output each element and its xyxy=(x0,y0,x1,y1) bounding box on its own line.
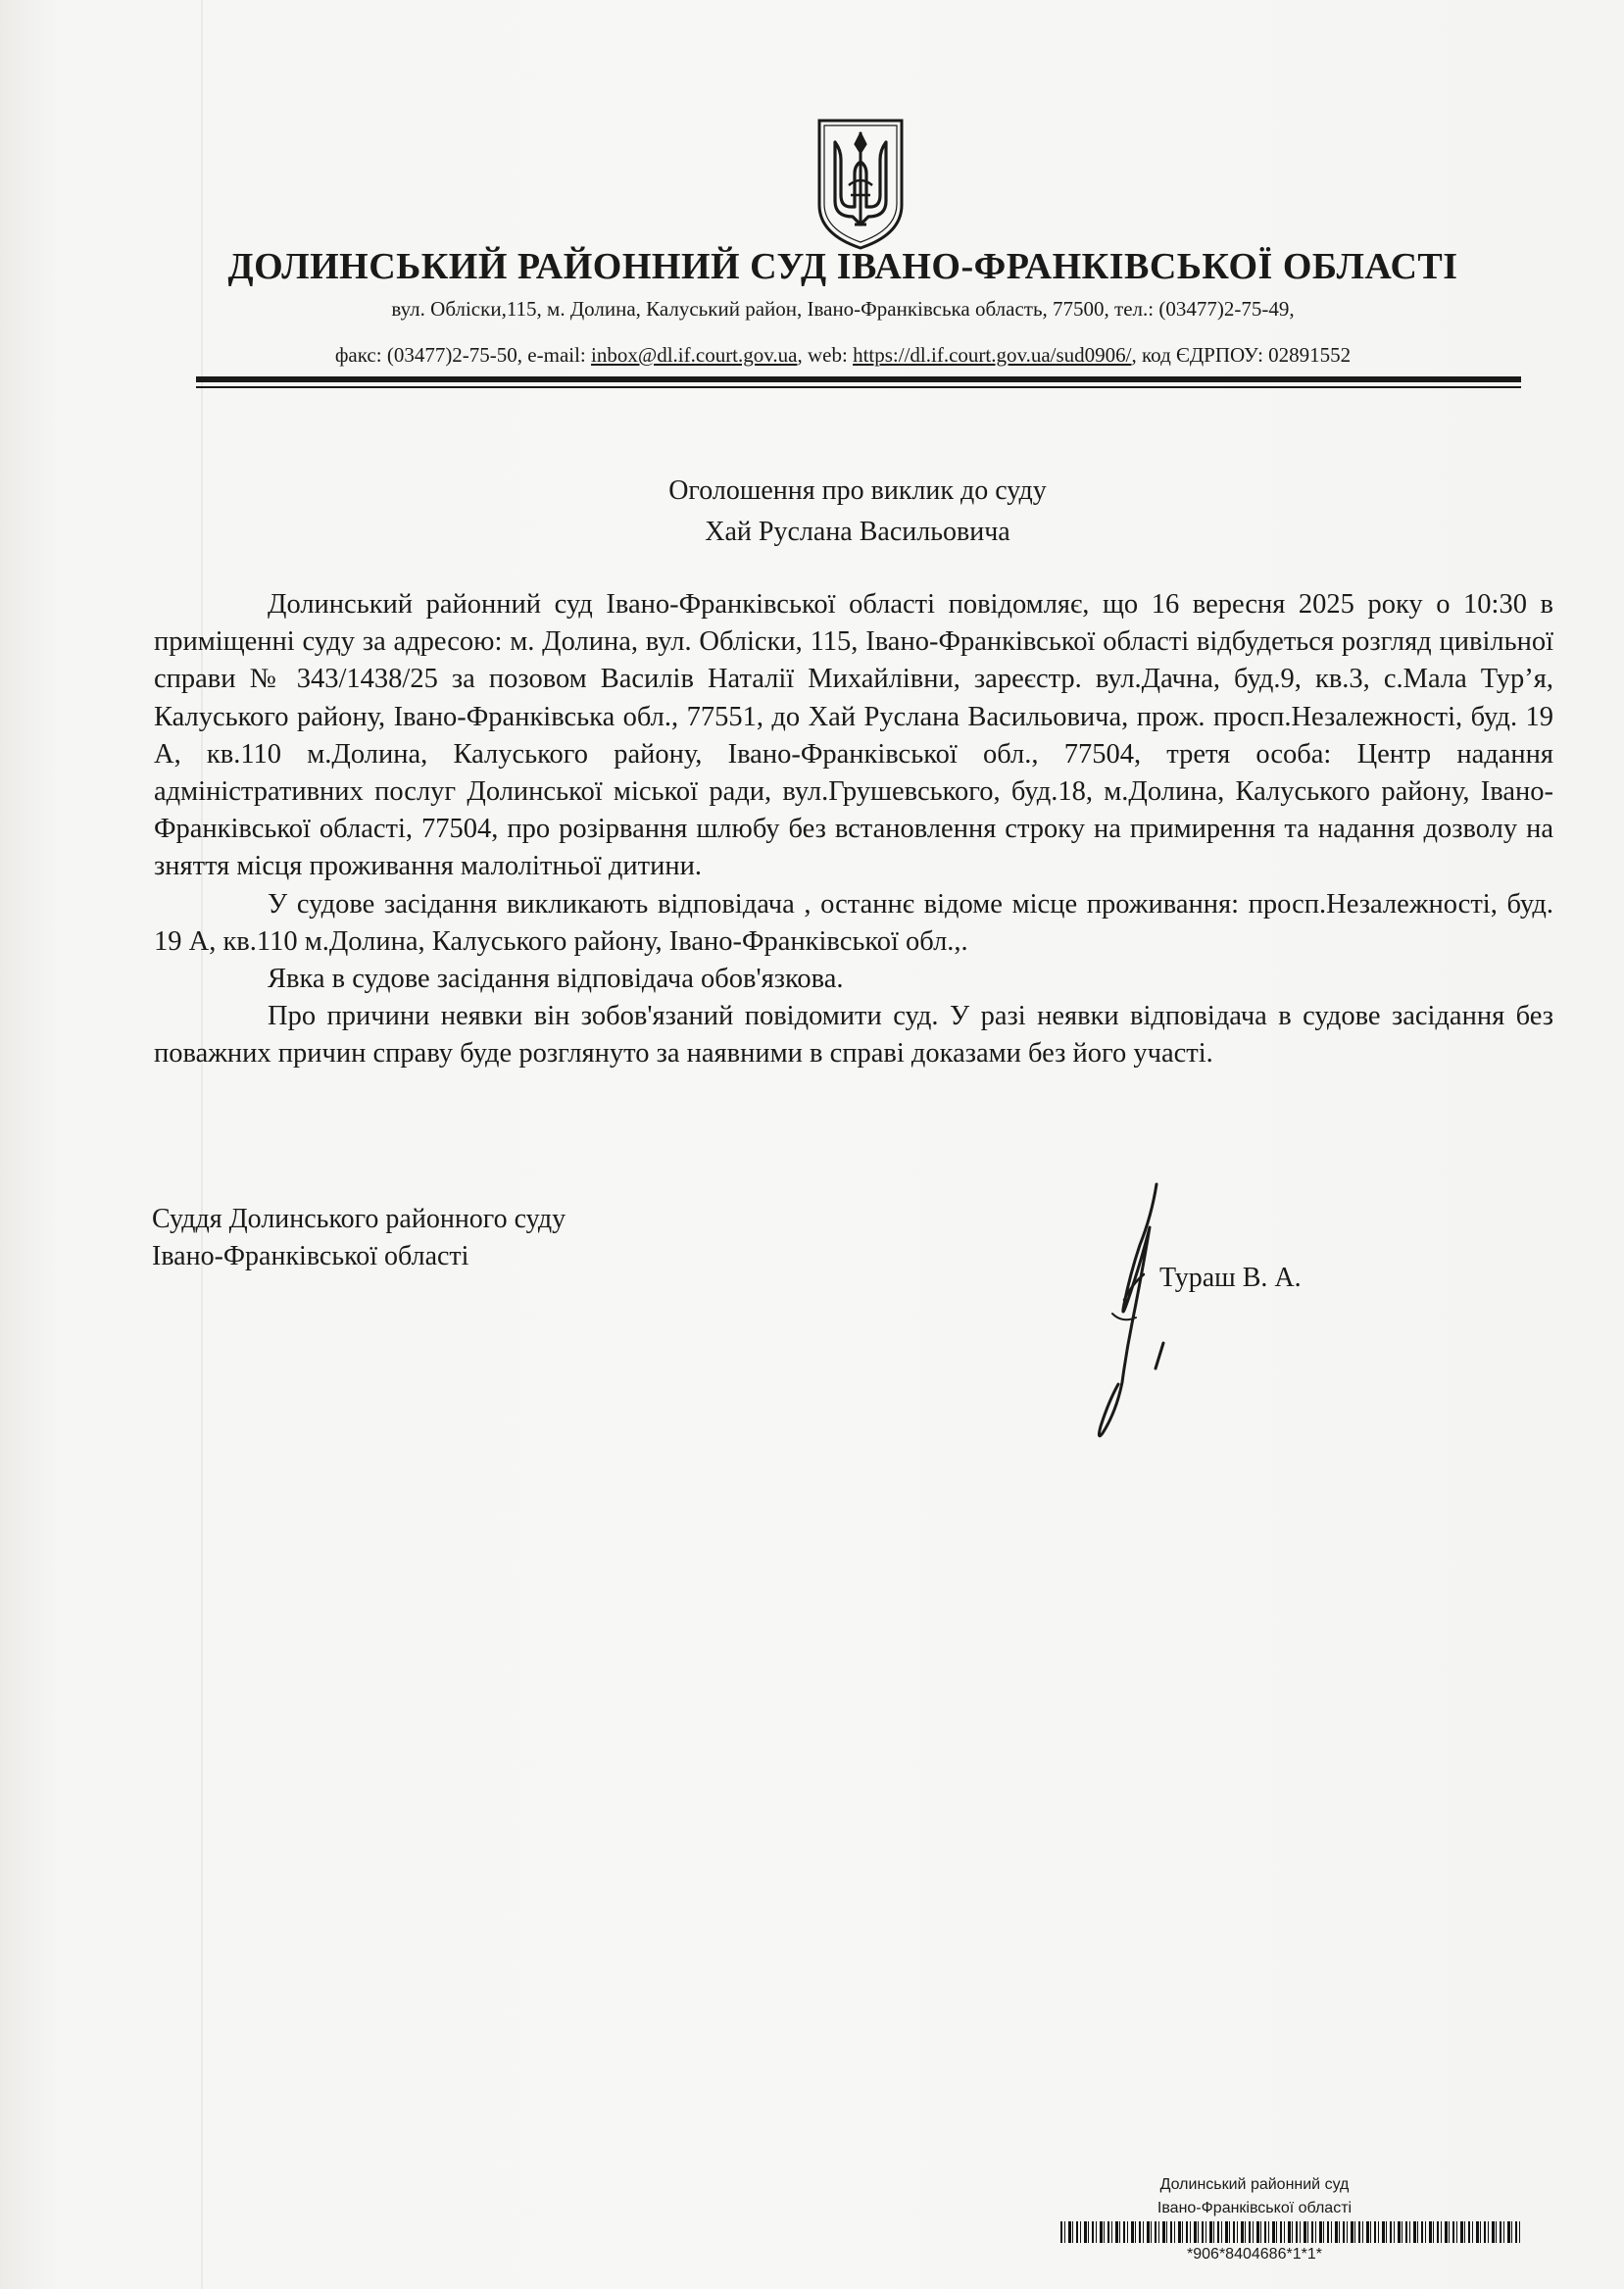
registry-stamp-line1: Долинський районний суд xyxy=(1159,2176,1350,2193)
signer-title: Суддя Долинського районного суду xyxy=(152,1204,566,1234)
signer-region: Івано-Франківської області xyxy=(152,1241,469,1271)
court-address: вул. Обліски,115, м. Долина, Калуський район, Івано-Франківська область, 77500, тел.: (03477)2-75-49, xyxy=(391,297,1295,321)
fax-text: факс: (03477)2-75-50, e-mail: xyxy=(334,343,592,367)
trident-coat-of-arms-icon xyxy=(813,115,908,252)
notice-paragraph: У судове засідання викликають відповідача , останнє відоме місце проживання: просп.Незалежності, буд. 19 А, кв.110 м.Долина, Калуського району, Івано-Франківської обл.,. xyxy=(154,888,1553,957)
barcode xyxy=(1060,2221,1521,2243)
notice-title: Оголошення про виклик до суду xyxy=(668,475,1047,506)
web-link[interactable]: https://dl.if.court.gov.ua/sud0906/ xyxy=(853,343,1132,367)
notice-body xyxy=(154,586,1553,1073)
notice-paragraph: Про причини неявки він зобов'язаний повідомити суд. У разі неявки відповідача в судове засідання без поважних причин справу буде розглянуто за наявними в справі доказами без його участі. xyxy=(154,1001,1553,1070)
letterhead-divider xyxy=(196,376,1521,382)
email-link[interactable]: inbox@dl.if.court.gov.ua xyxy=(591,343,798,367)
court-name: ДОЛИНСЬКИЙ РАЙОННИЙ СУД ІВАНО-ФРАНКІВСЬКОЇ ОБЛАСТІ xyxy=(227,246,1458,287)
notice-paragraph: Явка в судове засідання відповідача обов'язкова. xyxy=(268,964,844,995)
barcode-number: *906*8404686*1*1* xyxy=(1187,2246,1322,2263)
edrpou-code: , код ЄДРПОУ: 02891552 xyxy=(1131,343,1352,367)
registry-stamp-line2: Івано-Франківської області xyxy=(1156,2200,1353,2216)
letterhead-divider-thin xyxy=(196,386,1521,388)
judge-name: Тураш В. А. xyxy=(1159,1263,1302,1293)
notice-paragraph: Долинський районний суд Івано-Франківської області повідомляє, що 16 вересня 2025 року о 10:30 в приміщенні суду за адресою: м. Долина, вул. Обліски, 115, Івано-Франківської області відбудеться розгляд цивільної справи № 343/1438/25 за позовом Василів Наталії Михайлівни, зареєстр. вул.Дачна, буд.9, кв.3, с.Мала Тур’я, Калуського району, Івано-Франківська обл., 77551, до Хай Руслана Васильовича, прож. просп.Незалежності, буд. 19 А, кв.110 м.Долина, Калуського району, Івано-Франківської обл., 77504, третя особа: Центр надання адміністративних послуг Долинської міської ради, вул.Грушевського, буд.18, м.Долина, Калуського району, Івано-Франківської області, 77504, про розірвання шлюбу без встановлення строку на примирення та надання дозволу на зняття місця проживання малолітньої дитини. xyxy=(154,589,1553,882)
web-label: , web: xyxy=(797,343,854,367)
handwritten-signature-icon xyxy=(1054,1176,1181,1451)
court-contacts xyxy=(147,343,1539,368)
notice-person: Хай Руслана Васильовича xyxy=(705,517,1010,547)
